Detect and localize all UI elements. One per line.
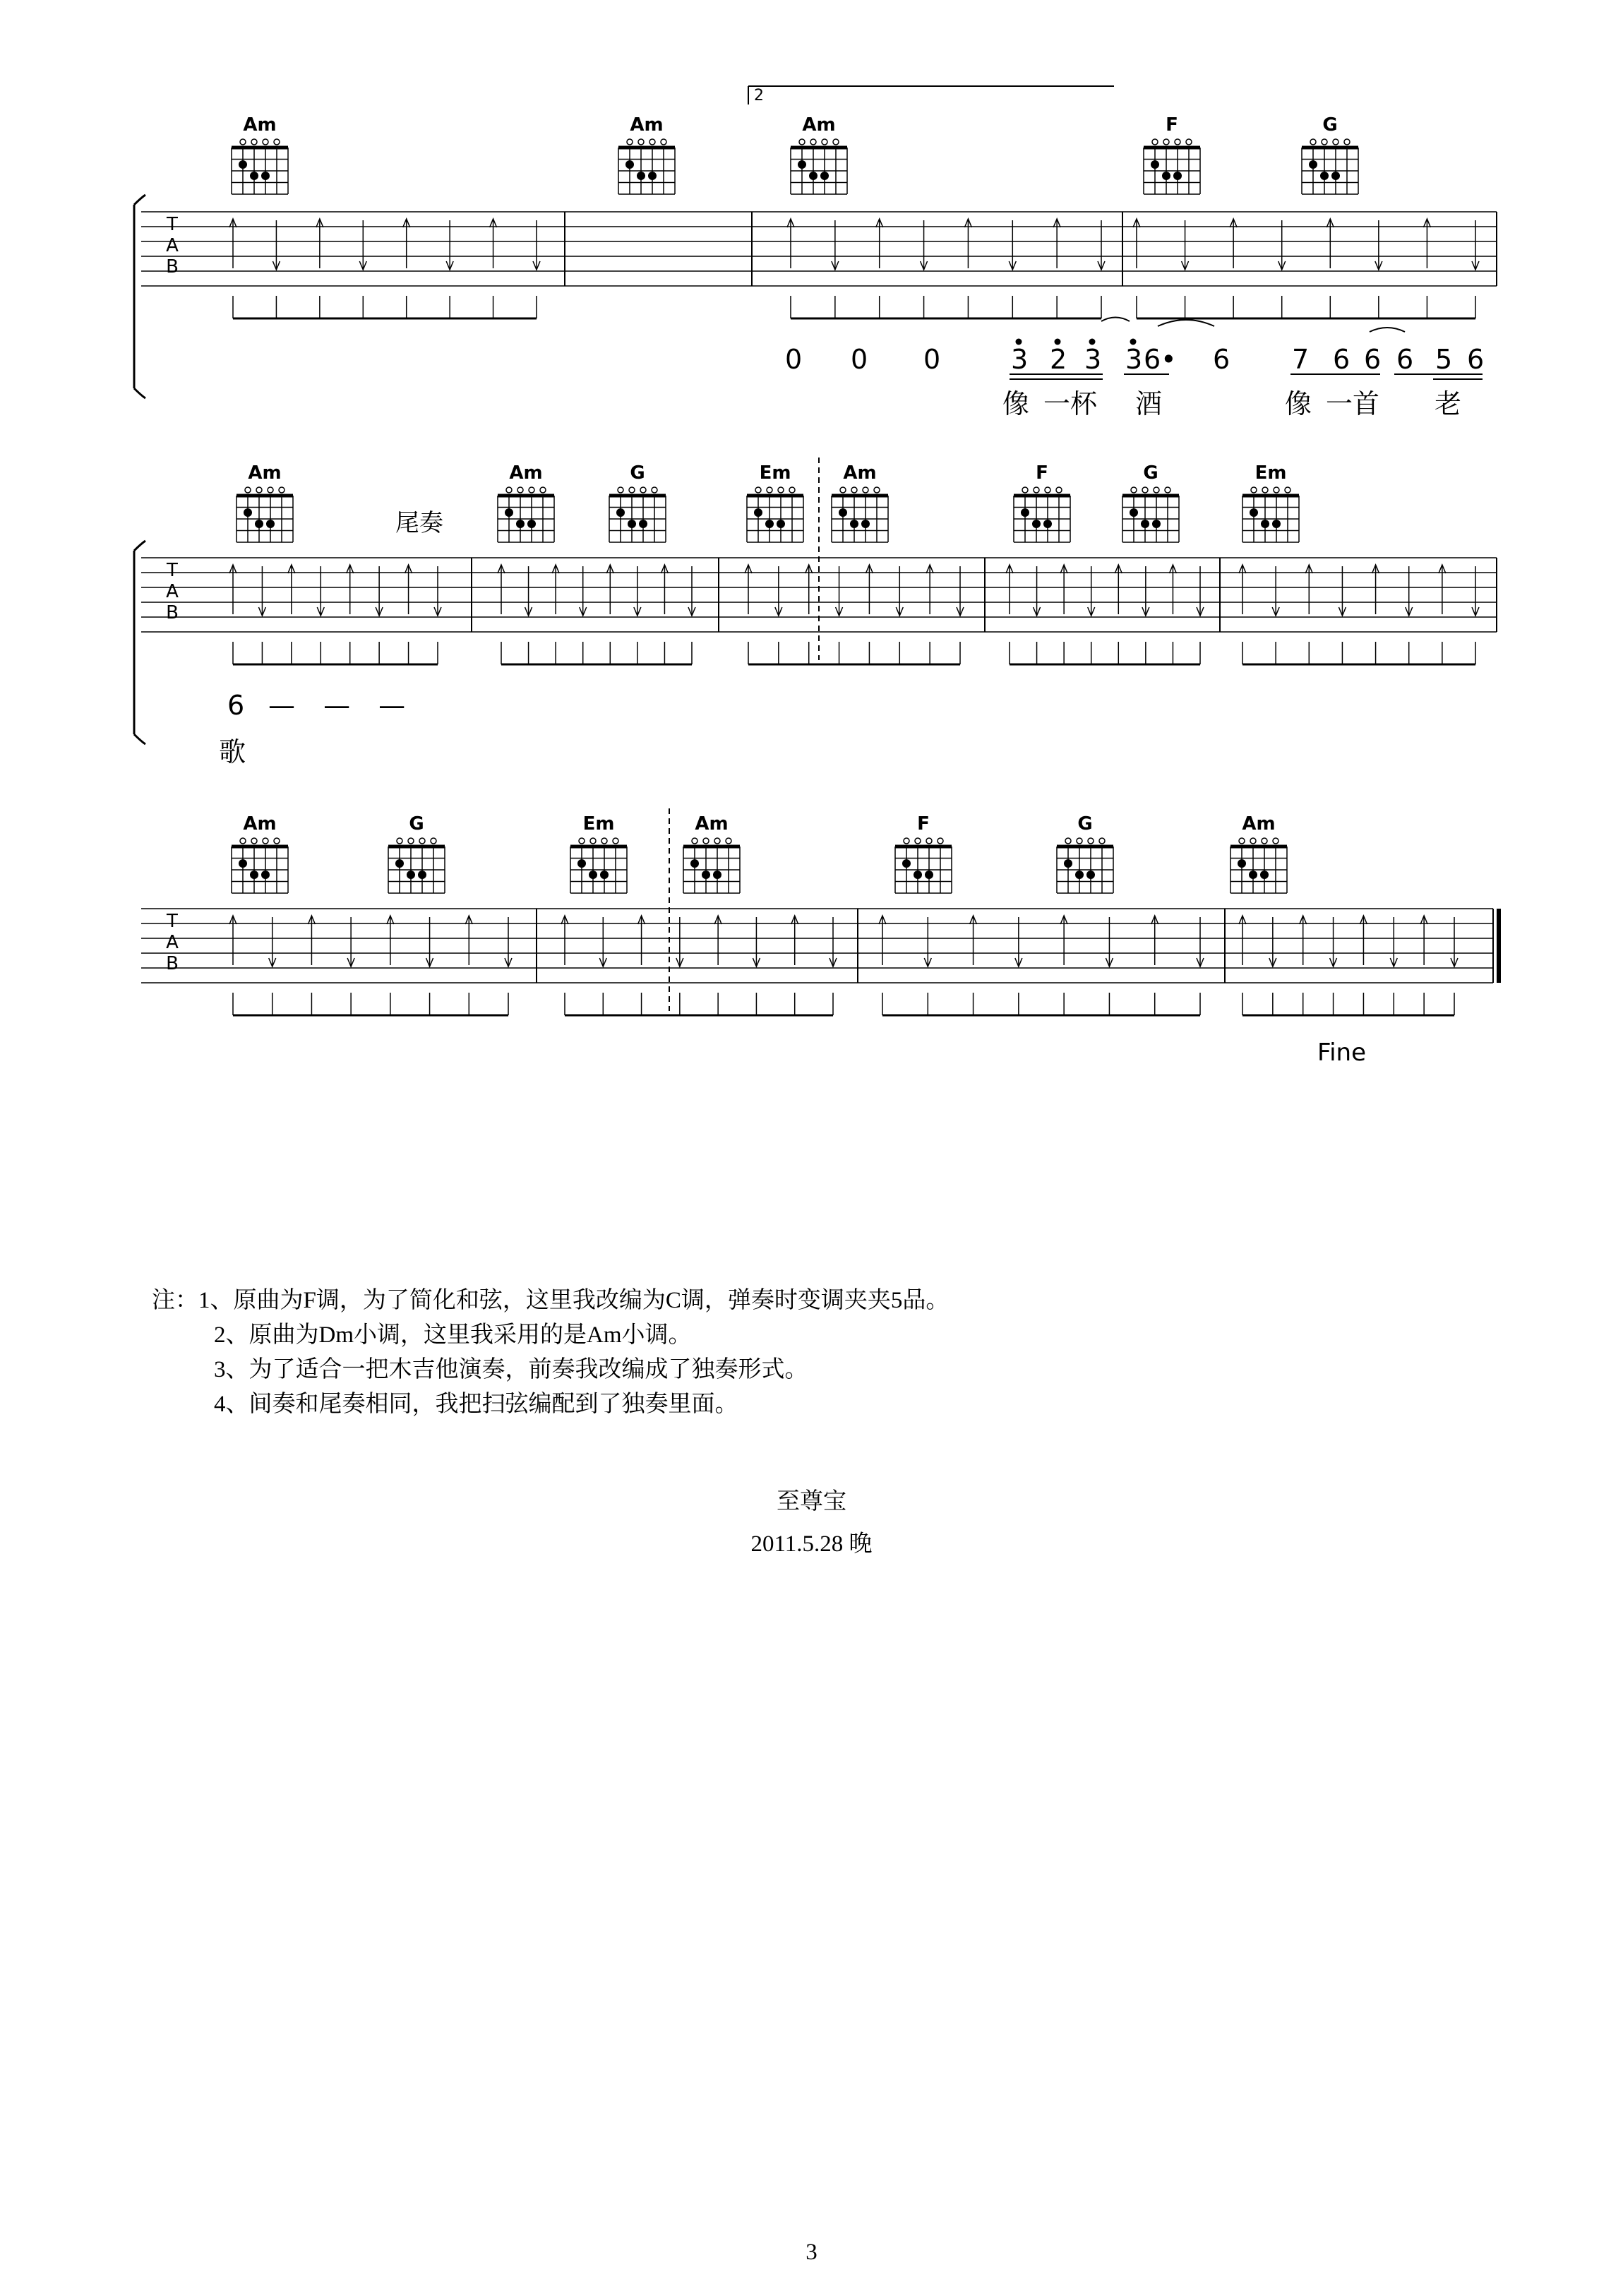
finger-dot [516,520,525,528]
finger-dot [625,160,634,169]
open-string-mark [833,139,839,145]
arrangement-notes [152,1284,1493,1422]
finger-dot [1238,859,1246,868]
open-string-mark [397,838,402,844]
melody-note: 6 [227,690,245,721]
open-string-mark [506,487,512,493]
chord-name: Am [843,462,877,484]
finger-dot [261,172,270,180]
lyric: 歌 [219,736,246,767]
open-string-mark [408,838,414,844]
chord-grid [498,487,554,542]
melody-line-1 [785,344,1484,375]
chord-name: Em [1254,462,1287,484]
open-string-mark [419,838,425,844]
finger-dot [418,871,426,879]
melody-note: 3 [1125,344,1143,375]
finger-dot [1309,160,1317,169]
tab-clef-letter: T [167,560,178,581]
open-string-mark [601,838,607,844]
melody-note: 6 [1364,344,1382,375]
finger-dot [577,859,586,868]
finger-dot [1152,520,1161,528]
open-string-mark [714,838,720,844]
chord-grid [609,487,666,542]
open-string-mark [590,838,596,844]
tab-clef-letter: A [166,235,179,256]
chord-grid [388,838,445,893]
bracket-curl [134,734,145,744]
open-string-mark [274,838,280,844]
melody-note: 6• [1144,344,1177,375]
open-string-mark [726,838,731,844]
note-item-2: 2、原曲为Dm小调，这里我采用的是Am小调。 [214,1322,692,1348]
open-string-mark [1163,139,1169,145]
open-string-mark [1262,487,1268,493]
open-string-mark [256,487,262,493]
chord-name: Am [248,462,282,484]
melody-note: 7 [1292,344,1310,375]
chord-grid [1144,139,1200,194]
open-string-mark [1065,838,1071,844]
lyric: 老 [1435,388,1462,419]
open-string-mark [251,838,257,844]
finger-dot [1086,871,1095,879]
open-string-mark [904,838,909,844]
open-string-mark [1099,838,1105,844]
finger-dot [600,871,609,879]
note-item-3: 3、为了适合一把木吉他演奏，前奏我改编成了独奏形式。 [214,1357,808,1382]
chord-grid [236,487,293,542]
open-string-mark [1034,487,1039,493]
chord-grid [1014,487,1070,542]
finger-dot [1173,172,1182,180]
melody-line-2 [219,690,415,767]
melody-note: 0 [851,344,868,375]
chord-name: Am [802,114,836,136]
melody-note: 2 [1050,344,1067,375]
finger-dot [1043,520,1052,528]
strum-pattern [229,219,1479,318]
lyrics-line-1 [1002,388,1461,419]
system-3 [141,808,1499,1015]
tab-clef-letter: A [166,581,179,602]
open-string-mark [1273,838,1278,844]
tab-clef-letter: B [166,953,179,974]
open-string-mark [1251,487,1257,493]
fine-marker: Fine [1317,1039,1366,1067]
finger-dot [1331,172,1340,180]
chord-name: Em [759,462,791,484]
chord-grid [791,139,847,194]
open-string-mark [1344,139,1350,145]
finger-dot [648,172,657,180]
chord-name: G [1322,114,1338,136]
melody-note: 3 [1084,344,1102,375]
open-string-mark [1165,487,1170,493]
bracket-curl [134,388,145,398]
chord-grid [232,139,288,194]
open-string-mark [1154,487,1159,493]
strum-pattern [229,916,1458,1015]
finger-dot [690,859,699,868]
chord-grid [1302,139,1358,194]
open-string-mark [1045,487,1050,493]
melody-note: 6 [1333,344,1350,375]
finger-dot [1162,172,1170,180]
finger-dot [809,172,818,180]
melody-note: 0 [785,344,803,375]
finger-dot [777,520,785,528]
open-string-mark [652,487,657,493]
chord-grid [570,838,627,893]
finger-dot [765,520,774,528]
chord-grid [618,139,675,194]
open-string-mark [618,487,623,493]
page-number: 3 [805,2240,818,2265]
open-string-mark [778,487,784,493]
open-string-mark [926,838,932,844]
open-string-mark [279,487,285,493]
bracket-curl [134,195,145,205]
melody-hold: — — — [268,690,416,721]
finger-dot [266,520,275,528]
chord-grid [747,487,803,542]
chord-name: G [1143,462,1158,484]
finger-dot [861,520,870,528]
notes-prefix: 注： [152,1288,198,1313]
open-string-mark [1310,139,1316,145]
finger-dot [754,508,762,517]
open-string-mark [703,838,709,844]
finger-dot [639,520,647,528]
finger-dot [616,508,625,517]
open-string-mark [579,838,585,844]
finger-dot [637,172,645,180]
finger-dot [1250,508,1258,517]
finger-dot [505,508,513,517]
open-string-mark [789,487,795,493]
chord-grid [1230,838,1287,893]
chord-name: Am [695,813,729,835]
open-string-mark [1142,487,1148,493]
chord-name: Am [243,114,277,136]
finger-dot [1075,871,1084,879]
signature-date: 2011.5.28 晚 [750,1531,873,1557]
chord-name: Am [509,462,543,484]
open-string-mark [915,838,921,844]
chord-name: Em [582,813,615,835]
open-string-mark [1250,838,1256,844]
finger-dot [407,871,415,879]
finger-dot [1141,520,1149,528]
finger-dot [628,520,636,528]
open-string-mark [810,139,816,145]
lyric: 酒 [1135,388,1163,419]
finger-dot [250,871,258,879]
lyric: 像 [1285,388,1312,419]
finger-dot [1272,520,1281,528]
melody-note: 6 [1467,344,1485,375]
lyric: 一首 [1326,388,1380,419]
open-string-mark [1088,838,1094,844]
lyric: 一杯 [1043,388,1098,419]
finger-dot [527,520,536,528]
volta-bracket [748,86,1114,104]
open-string-mark [240,838,246,844]
open-string-mark [529,487,534,493]
finger-dot [1021,508,1029,517]
open-string-mark [874,487,880,493]
open-string-mark [1152,139,1158,145]
finger-dot [1260,871,1269,879]
finger-dot [798,160,806,169]
open-string-mark [1056,487,1062,493]
finger-dot [395,859,404,868]
open-string-mark [638,139,644,145]
finger-dot [1249,871,1257,879]
chord-grid [232,838,288,893]
finger-dot [255,520,263,528]
finger-dot [261,871,270,879]
finger-dot [1064,859,1072,868]
open-string-mark [1322,139,1327,145]
open-string-mark [613,838,618,844]
open-string-mark [822,139,827,145]
open-string-mark [938,838,943,844]
open-string-mark [799,139,805,145]
open-string-mark [692,838,697,844]
finger-dot [914,871,922,879]
coda-label: 尾奏 [395,509,443,537]
tab-staff [141,808,1499,1011]
open-string-mark [540,487,546,493]
finger-dot [702,871,710,879]
chord-name: Am [630,114,664,136]
melody-note: 0 [923,344,941,375]
open-string-mark [1239,838,1245,844]
chord-grid [683,838,740,893]
open-string-mark [263,139,268,145]
tab-clef-letter: B [166,256,179,277]
chord-name: G [409,813,424,835]
open-string-mark [268,487,273,493]
bracket-curl [134,541,145,551]
chord-grid [895,838,952,893]
finger-dot [250,172,258,180]
open-string-mark [640,487,646,493]
open-string-mark [245,487,251,493]
tab-clef-letter: A [166,932,179,953]
open-string-mark [649,139,655,145]
finger-dot [925,871,933,879]
open-string-mark [1333,139,1338,145]
finger-dot [239,160,247,169]
open-string-mark [274,139,280,145]
finger-dot [589,871,597,879]
open-string-mark [1131,487,1137,493]
finger-dot [1130,508,1138,517]
note-item-4: 4、间奏和尾奏相同，我把扫弦编配到了独奏里面。 [214,1392,738,1417]
chord-name: F [917,813,930,835]
open-string-mark [1077,838,1082,844]
open-string-mark [1175,139,1180,145]
finger-dot [239,859,247,868]
volta-label: 2 [754,87,764,104]
finger-dot [1032,520,1041,528]
chord-grid [1122,487,1179,542]
chord-name: G [1077,813,1093,835]
chord-grid [832,487,888,542]
tab-score [0,0,1623,1130]
finger-dot [902,859,911,868]
melody-note: 5 [1435,344,1453,375]
open-string-mark [517,487,523,493]
finger-dot [1320,172,1329,180]
tab-clef-letter: B [166,602,179,623]
chord-name: Am [243,813,277,835]
chord-name: F [1166,114,1178,136]
finger-dot [1261,520,1269,528]
lyric: 像 [1002,388,1030,419]
finger-dot [713,871,721,879]
open-string-mark [1262,838,1267,844]
note-item-1: 注：1、原曲为F调，为了简化和弦，这里我改编为C调，弹奏时变调夹夹5品。 [152,1288,950,1313]
open-string-mark [1285,487,1290,493]
open-string-mark [661,139,666,145]
finger-dot [1151,160,1159,169]
chord-name: F [1036,462,1048,484]
open-string-mark [1186,139,1192,145]
author-signature: 至尊宝 [777,1489,846,1514]
melody-note: 6 [1213,344,1230,375]
chord-grid [1242,487,1299,542]
chord-name: G [630,462,645,484]
tab-clef-letter: T [167,911,178,932]
finger-dot [850,520,858,528]
open-string-mark [840,487,846,493]
open-string-mark [263,838,268,844]
open-string-mark [431,838,436,844]
open-string-mark [863,487,868,493]
open-string-mark [240,139,246,145]
open-string-mark [767,487,772,493]
melody-note: 3 [1011,344,1029,375]
open-string-mark [627,139,633,145]
chord-name: Am [1242,813,1276,835]
open-string-mark [851,487,857,493]
open-string-mark [1022,487,1028,493]
open-string-mark [755,487,761,493]
open-string-mark [251,139,257,145]
tab-clef-letter: T [167,214,178,235]
melody-note: 6 [1396,344,1414,375]
open-string-mark [1274,487,1279,493]
chord-grid [1057,838,1113,893]
strum-pattern [229,565,1479,664]
finger-dot [820,172,829,180]
open-string-mark [629,487,635,493]
finger-dot [839,508,847,517]
finger-dot [244,508,252,517]
